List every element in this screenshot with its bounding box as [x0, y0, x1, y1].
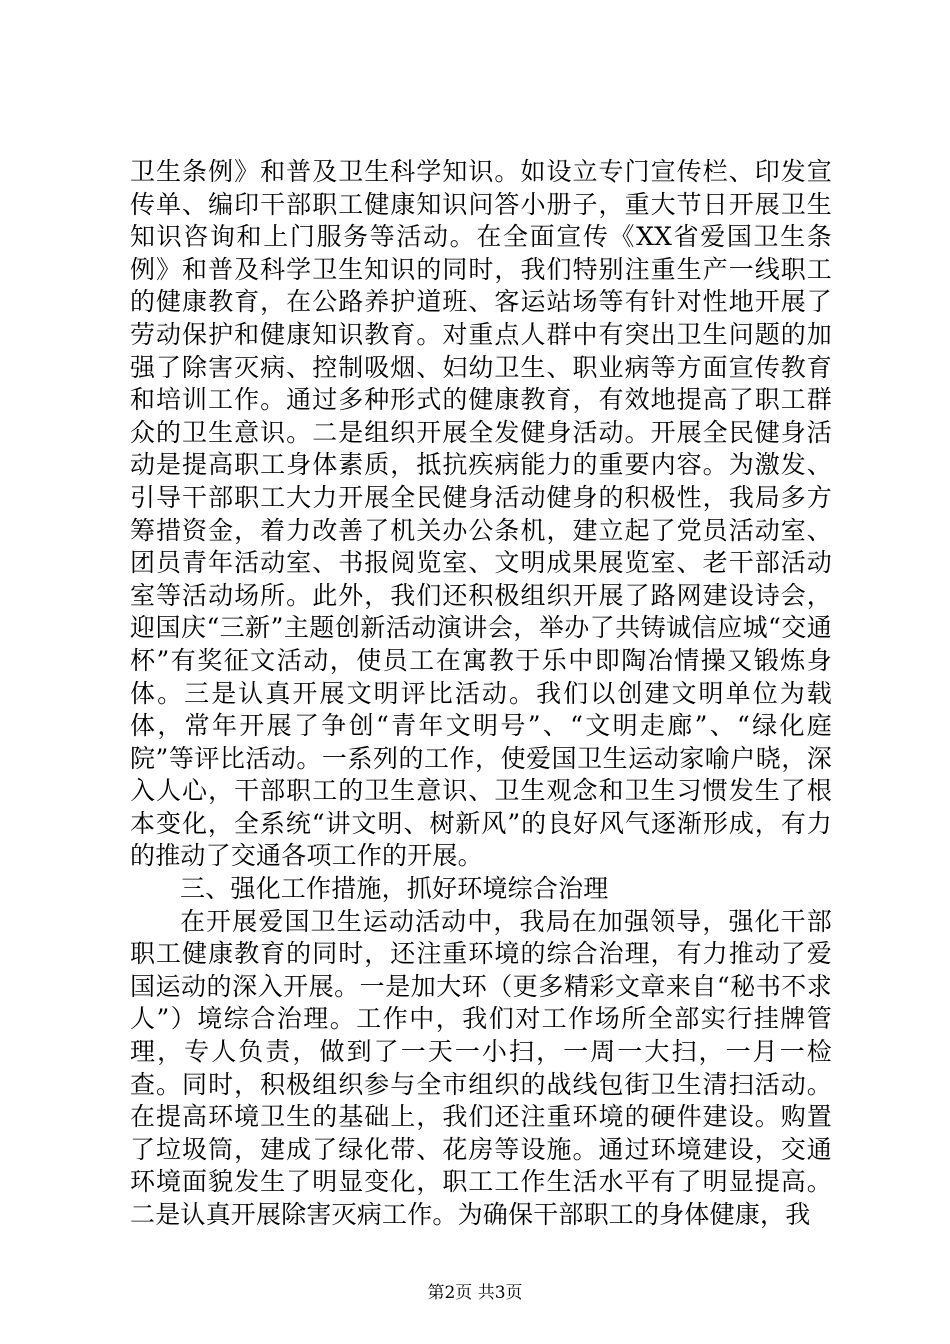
body-paragraph-1: 卫生条例》和普及卫生科学知识。如设立专门宣传栏、印发宣传单、编印干部职工健康知识问答小册子，重大节日开展卫生知识咨询和上门服务等活动。在全面宣传《XX省爱国卫生条例》和普及科学卫生知识的同时，我们特别注重生产一线职工的健康教育，在公路养护道班、客运站场等有针对性地开展了劳动保护和健康知识教育。对重点人群中有突出卫生问题的加强了除害灭病、控制吸烟、妇幼卫生、职业病等方面宣传教育和培训工作。通过多种形式的健康教育，有效地提高了职工群众的卫生意识。二是组织开展全发健身活动。开展全民健身活动是提高职工身体素质，抵抗疾病能力的重要内容。为激发、引导干部职工大力开展全民健身活动健身的积极性，我局多方筹措资金，着力改善了机关办公条机，建立起了党员活动室、团员青年活动室、书报阅览室、文明成果展览室、老干部活动室等活动场所。此外，我们还积极组织开展了路网建设诗会，迎国庆“三新”主题创新活动演讲会，举办了共铸诚信应城“交通杯”有奖征文活动，使员工在寓教于乐中即陶冶情操又锻炼身体。三是认真开展文明评比活动。我们以创建文明单位为载体，常年开展了争创“青年文明号”、“文明走廊”、“绿化庭院”等评比活动。一系列的工作，使爱国卫生运动家喻户晓，深入人心，干部职工的卫生意识、卫生观念和卫生习惯发生了根本变化，全系统“讲文明、树新风”的良好风气逐渐形成，有力的推动了交通各项工作的开展。 [130, 157, 832, 871]
document-body [130, 156, 832, 1232]
page-footer: 第2页 共3页 [427, 1283, 523, 1303]
body-paragraph-2: 在开展爱国卫生运动活动中，我局在加强领导，强化干部职工健康教育的同时，还注重环境的综合治理，有力推动了爱国运动的深入开展。一是加大环（更多精彩文章来自“秘书不求人”）境综合治理。工作中，我们对工作场所全部实行挂牌管理，专人负责，做到了一天一小扫，一周一大扫，一月一检查。同时，积极组织参与全市组织的战线包街卫生清扫活动。在提高环境卫生的基础上，我们还注重环境的硬件建设。购置了垃圾筒，建成了绿化带、花房等设施。通过环境建设，交通环境面貌发生了明显变化，职工工作生活水平有了明显提高。二是认真开展除害灭病工作。为确保干部职工的身体健康，我 [130, 906, 832, 1229]
section-heading: 三、强化工作措施，抓好环境综合治理 [180, 874, 609, 904]
